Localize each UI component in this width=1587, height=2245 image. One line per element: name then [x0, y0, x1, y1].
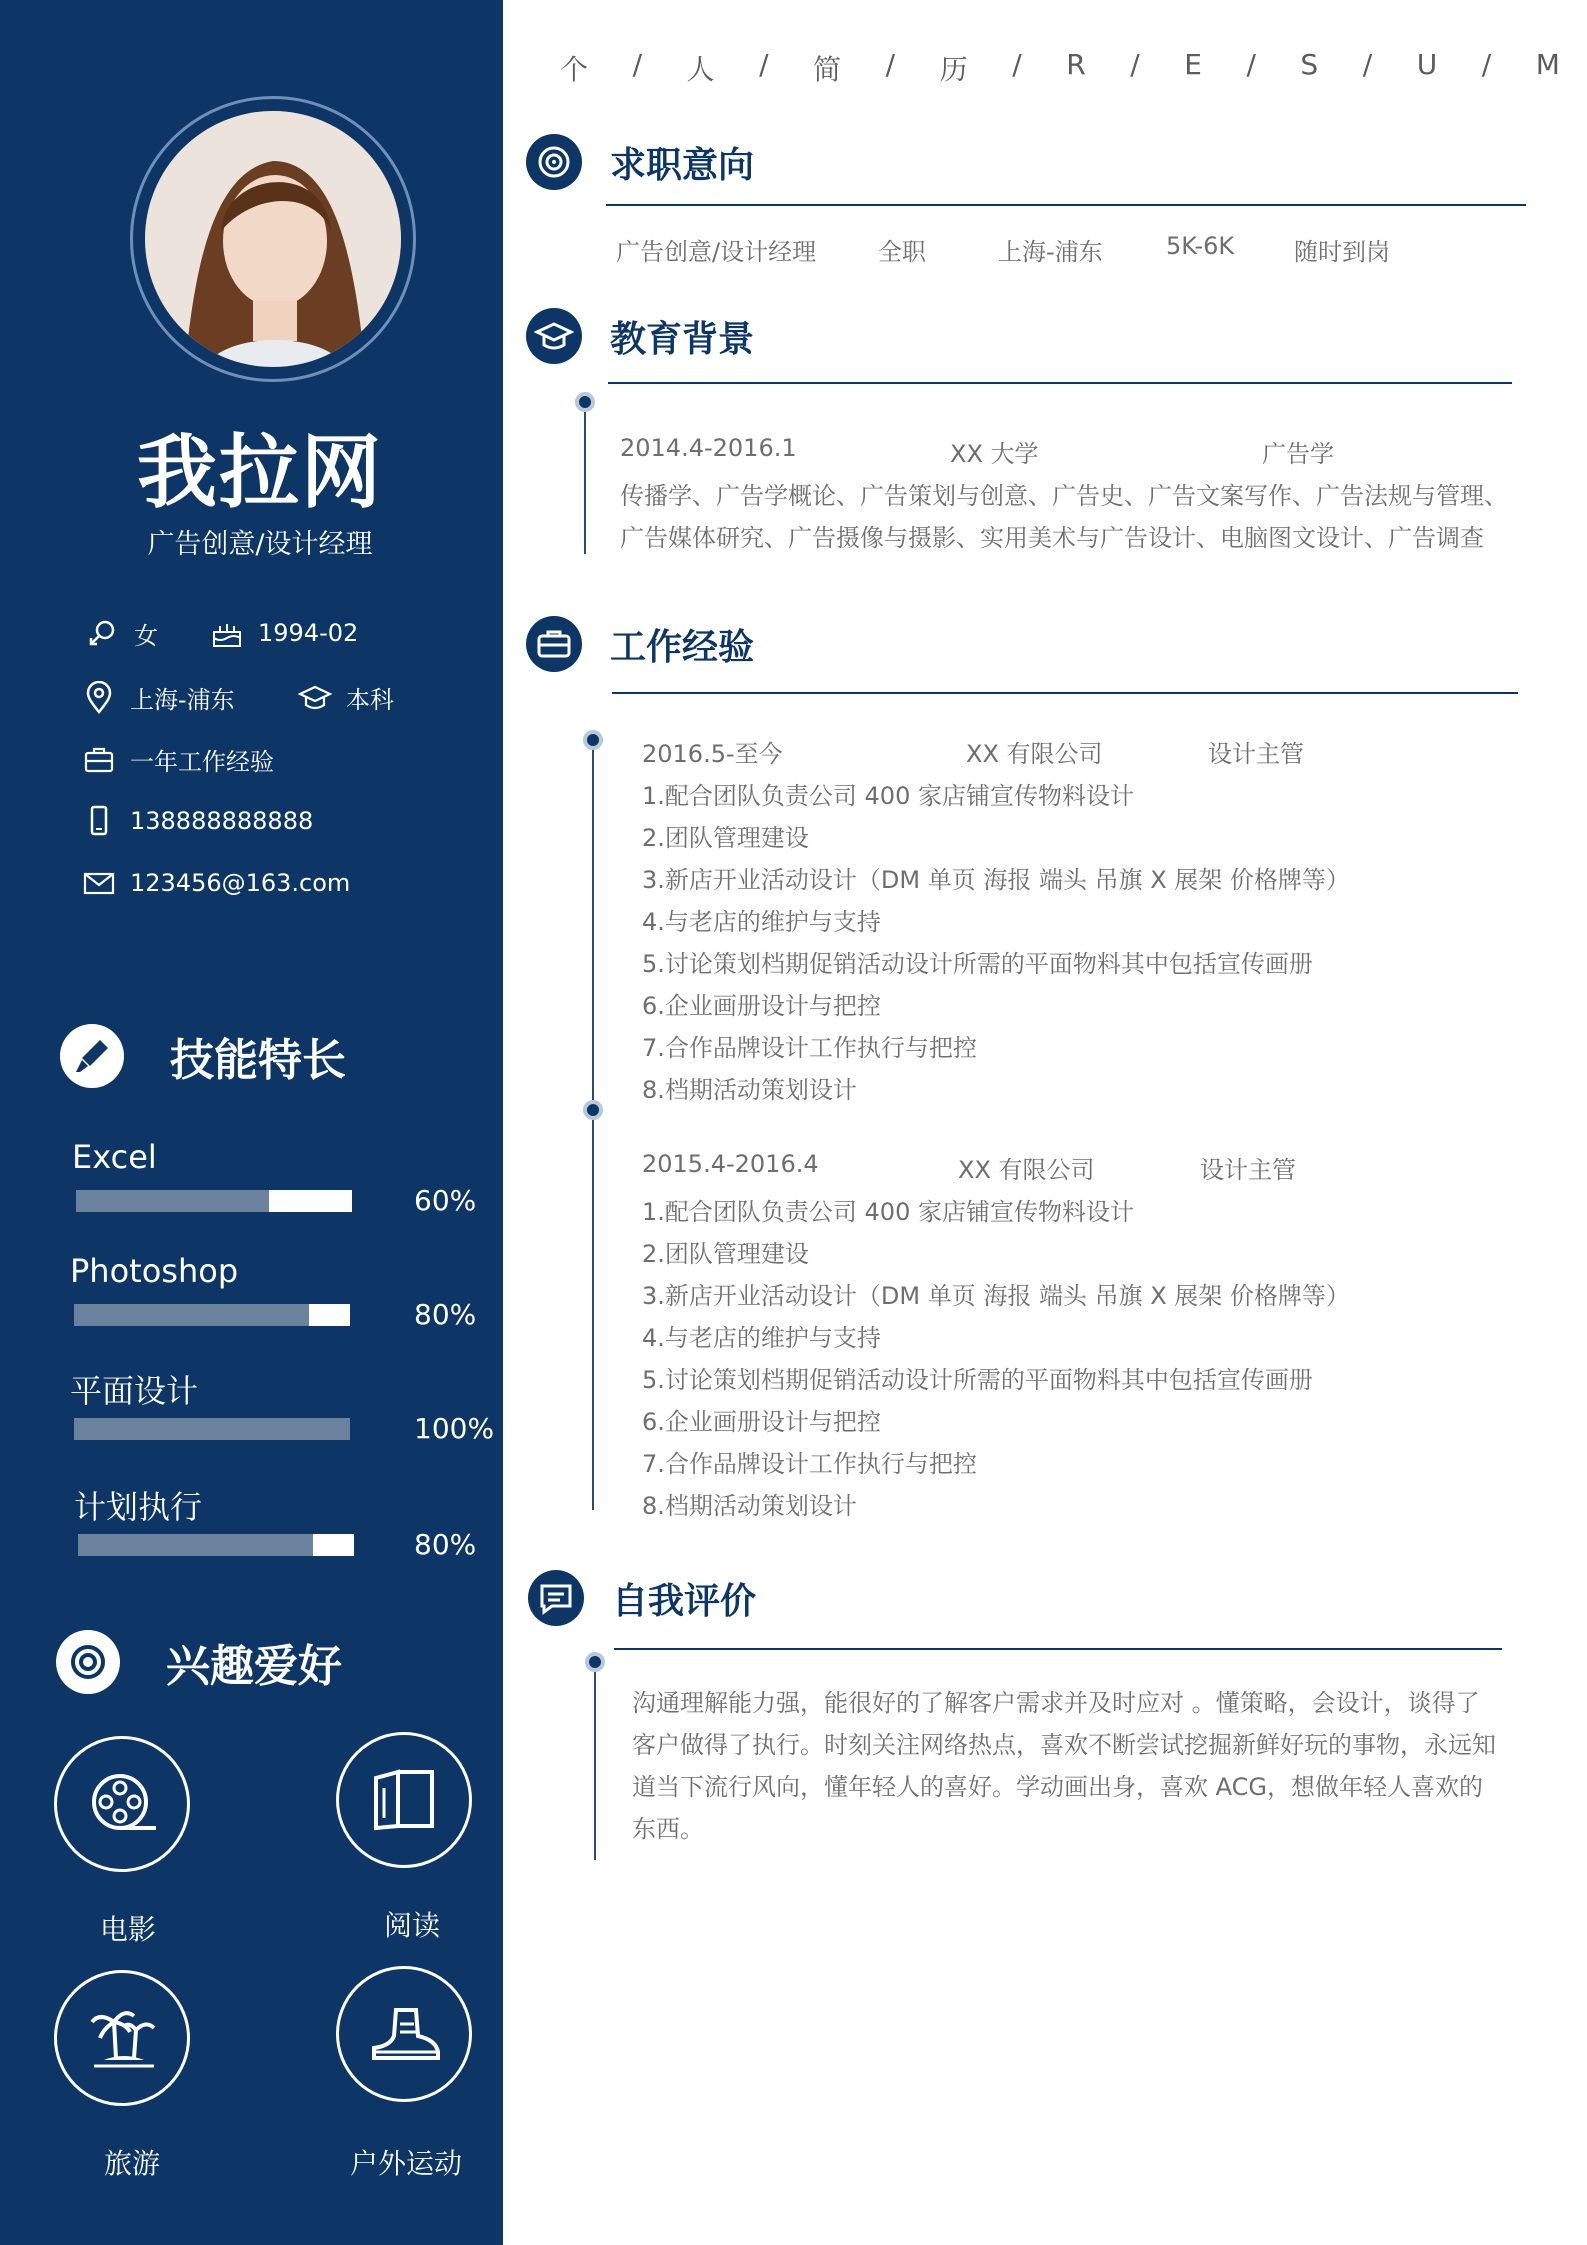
banner-char: / — [885, 48, 896, 81]
job-duty: 3.新店开业活动设计（DM 单页 海报 端头 吊旗 X 展架 价格牌等） — [642, 1282, 1350, 1310]
job-duty: 6.企业画册设计与把控 — [642, 1408, 881, 1436]
skill-bar — [78, 1534, 354, 1556]
hobby-label-travel: 旅游 — [103, 2147, 160, 2180]
banner-char: U — [1416, 48, 1438, 81]
banner-char: / — [1012, 48, 1022, 81]
email-row — [82, 866, 350, 900]
location-row — [82, 680, 235, 715]
graduation-cap-icon — [298, 681, 332, 715]
self-heading — [528, 1570, 756, 1626]
education-heading — [526, 308, 754, 364]
objective-salary: 5K-6K — [1166, 232, 1235, 260]
timeline-dot — [585, 1652, 605, 1672]
skill-label: Excel — [72, 1138, 157, 1176]
timeline-dot — [583, 1100, 603, 1120]
hobbies-heading — [56, 1630, 342, 1694]
work-heading-text: 工作经验 — [610, 626, 755, 668]
film-reel-icon — [54, 1736, 190, 1872]
gender-row — [86, 616, 158, 651]
job-duty: 8.档期活动策划设计 — [642, 1076, 857, 1104]
banner-char: 历 — [939, 53, 968, 86]
banner-char: R — [1066, 48, 1086, 81]
target-icon — [56, 1630, 120, 1694]
sidebar — [0, 0, 503, 2245]
skill-bar-fill — [78, 1534, 313, 1556]
work-timeline — [592, 740, 594, 1510]
brush-icon — [60, 1024, 124, 1088]
phone-value: 138888888888 — [130, 807, 314, 835]
banner-char: / — [1130, 48, 1140, 81]
job-duty: 4.与老店的维护与支持 — [642, 1324, 881, 1352]
education-row — [298, 680, 394, 715]
cake-icon — [210, 616, 244, 650]
skill-percent: 80% — [414, 1298, 477, 1331]
job-duty: 2.团队管理建设 — [642, 824, 809, 852]
banner-char: 个 — [560, 53, 589, 86]
job-role: 设计主管 — [1208, 740, 1304, 768]
skill-bar — [76, 1190, 352, 1212]
skill-bar-fill — [74, 1304, 309, 1326]
job-company: XX 有限公司 — [958, 1156, 1095, 1184]
self-evaluation-text: 沟通理解能力强，能很好的了解客户需求并及时应对 。懂策略，会设计，谈得了客户做得了执行。时刻关注网络热点，喜欢不断尝试挖掘新鲜好玩的事物，永远知道当下流行风向，懂年轻人的喜好。学动画出身，喜欢 ACG，想做年轻人喜欢的东西。 — [632, 1689, 1496, 1843]
phone-icon — [82, 804, 116, 838]
experience-value: 一年工作经验 — [130, 748, 274, 776]
job-duty: 8.档期活动策划设计 — [642, 1492, 857, 1520]
job-duty: 2.团队管理建设 — [642, 1240, 809, 1268]
skill-percent: 60% — [414, 1184, 477, 1217]
email-value: 123456@163.com — [130, 869, 351, 897]
timeline-dot — [575, 392, 595, 412]
palm-tree-icon — [54, 1970, 190, 2106]
banner-char: E — [1184, 48, 1202, 81]
location-pin-icon — [82, 681, 116, 715]
education-value: 本科 — [346, 686, 394, 714]
banner-char: / — [632, 48, 642, 81]
objective-type: 全职 — [878, 238, 926, 266]
candidate-title: 广告创意/设计经理 — [147, 529, 373, 560]
birth-row — [210, 616, 358, 650]
objective-heading-text: 求职意向 — [610, 144, 755, 186]
skill-percent: 100% — [414, 1412, 495, 1445]
banner-char: / — [1481, 48, 1492, 81]
briefcase-icon — [526, 616, 582, 672]
education-courses-line1: 传播学、广告学概论、广告策划与创意、广告史、广告文案写作、广告法规与管理、 — [620, 482, 1508, 510]
self-divider — [614, 1648, 1502, 1650]
banner-char: / — [1362, 48, 1373, 81]
objective-heading — [526, 134, 754, 190]
education-courses-line2: 广告媒体研究、广告摄像与摄影、实用美术与广告设计、电脑图文设计、广告调查 — [620, 524, 1484, 552]
job-company: XX 有限公司 — [966, 740, 1103, 768]
hobby-label-reading: 阅读 — [383, 1909, 440, 1942]
banner-char: S — [1300, 48, 1319, 81]
skill-percent: 80% — [414, 1528, 477, 1561]
candidate-name: 我拉网 — [137, 426, 383, 519]
job-duty: 1.配合团队负责公司 400 家店铺宣传物料设计 — [642, 1198, 1134, 1226]
skill-bar-fill — [76, 1190, 269, 1212]
skills-heading-text: 技能特长 — [170, 1035, 346, 1086]
education-divider — [608, 382, 1512, 384]
education-major: 广告学 — [1262, 440, 1334, 468]
chat-bubble-icon — [528, 1570, 584, 1626]
objective-city: 上海-浦东 — [998, 238, 1103, 266]
education-school: XX 大学 — [950, 440, 1039, 468]
skill-bar-fill — [74, 1418, 350, 1440]
self-timeline — [594, 1664, 596, 1860]
skills-heading — [60, 1024, 346, 1088]
hobby-label-movie: 电影 — [99, 1913, 156, 1946]
skill-label: Photoshop — [70, 1252, 239, 1290]
objective-divider — [606, 204, 1526, 206]
banner-char: M — [1535, 48, 1560, 81]
job-role: 设计主管 — [1200, 1156, 1296, 1184]
education-period: 2014.4-2016.1 — [620, 434, 797, 462]
birth-value: 1994-02 — [258, 619, 359, 647]
resume-banner — [560, 48, 1560, 88]
boot-icon — [336, 1966, 472, 2102]
job-period: 2016.5-至今 — [642, 740, 783, 768]
work-heading — [526, 616, 754, 672]
graduation-cap-icon — [526, 308, 582, 364]
target-icon — [526, 134, 582, 190]
banner-char: 简 — [813, 53, 842, 86]
objective-position: 广告创意/设计经理 — [616, 238, 817, 266]
hobby-label-outdoor: 户外运动 — [349, 2147, 462, 2180]
gender-icon — [86, 617, 120, 651]
briefcase-icon — [82, 743, 116, 777]
job-period: 2015.4-2016.4 — [642, 1150, 819, 1178]
gender-value: 女 — [134, 622, 158, 650]
hobbies-heading-text: 兴趣爱好 — [166, 1641, 342, 1692]
book-icon — [336, 1732, 472, 1868]
experience-row — [82, 742, 274, 777]
phone-row — [82, 804, 313, 838]
avatar — [145, 111, 401, 367]
location-value: 上海-浦东 — [130, 686, 235, 714]
job-duty: 5.讨论策划档期促销活动设计所需的平面物料其中包括宣传画册 — [642, 950, 1313, 978]
banner-char: 人 — [686, 53, 715, 86]
objective-availability: 随时到岗 — [1294, 238, 1390, 266]
education-timeline — [584, 400, 586, 554]
job-duty: 4.与老店的维护与支持 — [642, 908, 881, 936]
skill-label: 平面设计 — [70, 1372, 199, 1410]
mail-icon — [82, 866, 116, 900]
job-duty: 1.配合团队负责公司 400 家店铺宣传物料设计 — [642, 782, 1134, 810]
banner-char: / — [1246, 48, 1256, 81]
skill-label: 计划执行 — [74, 1488, 203, 1526]
skill-bar — [74, 1304, 350, 1326]
job-duty: 7.合作品牌设计工作执行与把控 — [642, 1450, 977, 1478]
banner-char: / — [759, 48, 769, 81]
timeline-dot — [583, 730, 603, 750]
job-duty: 6.企业画册设计与把控 — [642, 992, 881, 1020]
job-duty: 7.合作品牌设计工作执行与把控 — [642, 1034, 977, 1062]
skill-bar — [74, 1418, 350, 1440]
work-divider — [612, 692, 1518, 694]
job-duty: 3.新店开业活动设计（DM 单页 海报 端头 吊旗 X 展架 价格牌等） — [642, 866, 1350, 894]
job-duty: 5.讨论策划档期促销活动设计所需的平面物料其中包括宣传画册 — [642, 1366, 1313, 1394]
self-heading-text: 自我评价 — [612, 1580, 757, 1622]
education-heading-text: 教育背景 — [610, 318, 755, 360]
